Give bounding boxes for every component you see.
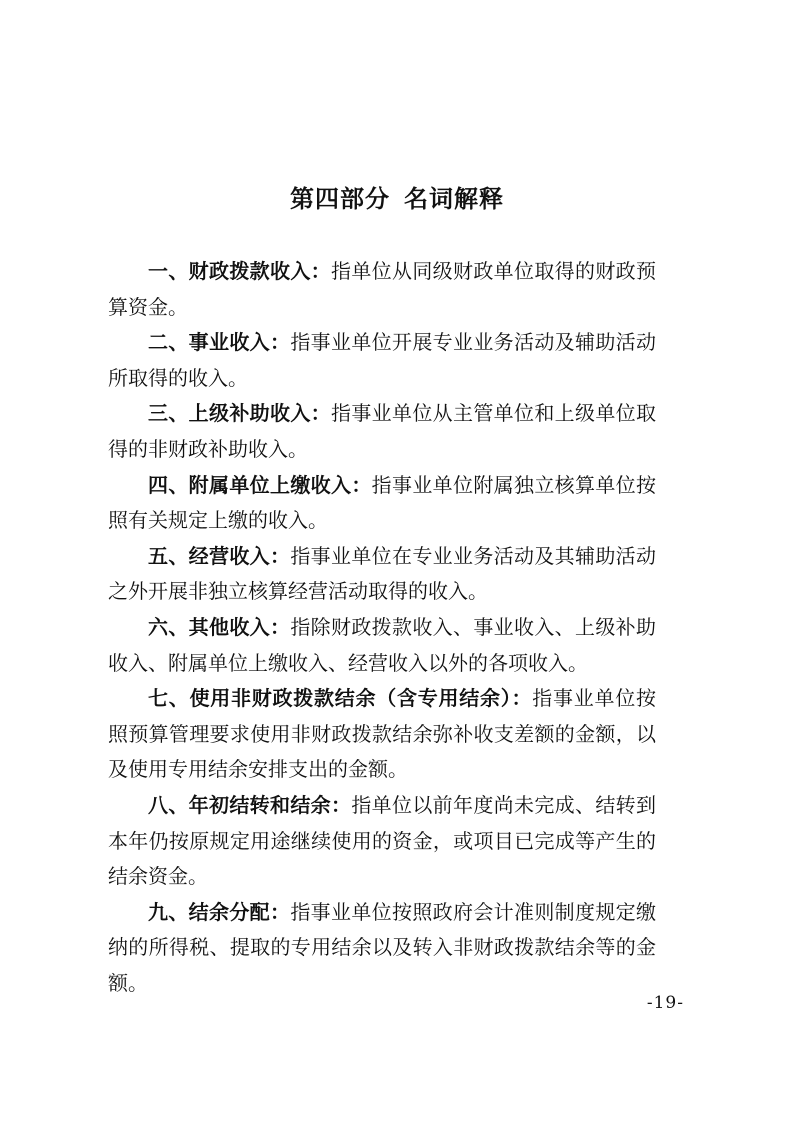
definition-text: 指事业单位按照政府会计准则制度规定缴纳的所得税、提取的专用结余以及转入非财政拨款结余等的金额。 [108,899,657,995]
definition-term: 五、经营收入： [148,543,291,568]
definition-entry [108,610,656,681]
definition-entry [108,681,656,788]
definition-text: 指单位以前年度尚未完成、结转到本年仍按原规定用途继续使用的资金，或项目已完成等产生的结余资金。 [108,792,657,889]
definition-list [108,254,656,1001]
definition-entry [108,895,656,1002]
page-number: -19- [646,993,684,1013]
title-part: 第四部分 [290,184,390,213]
definition-entry [108,396,656,467]
definition-text: 指事业单位开展专业业务活动及辅助活动所取得的收入。 [108,330,657,390]
definition-entry [108,788,656,895]
definition-term: 二、事业收入： [148,330,291,355]
definition-text: 指事业单位附属独立核算单位按照有关规定上缴的收入。 [108,472,657,533]
definition-term: 三、上级补助收入： [148,401,331,426]
definition-entry [108,325,656,396]
definition-text: 指事业单位按照预算管理要求使用非财政拨款结余弥补收支差额的金额，以及使用专用结余安排支出的金额。 [108,686,656,782]
definition-entry [108,539,656,610]
definition-term: 八、年初结转和结余： [148,792,352,817]
definition-entry [108,254,656,325]
definition-term: 一、财政拨款收入： [148,259,331,283]
definition-text: 指事业单位从主管单位和上级单位取得的非财政补助收入。 [108,401,656,461]
definition-text: 指事业单位在专业业务活动及其辅助活动之外开展非独立核算经营活动取得的收入。 [108,543,657,604]
definition-term: 四、附属单位上缴收入： [148,472,372,497]
page-title [0,182,794,216]
definition-term: 六、其他收入： [148,614,291,639]
definition-entry [108,468,656,539]
definition-text: 指单位从同级财政单位取得的财政预算资金。 [108,259,656,319]
title-name: 名词解释 [404,184,504,213]
definition-term: 九、结余分配： [148,899,291,924]
definition-term: 七、使用非财政拨款结余（含专用结余）： [148,686,533,711]
definition-text: 指除财政拨款收入、事业收入、上级补助收入、附属单位上缴收入、经营收入以外的各项收入。 [108,614,657,675]
